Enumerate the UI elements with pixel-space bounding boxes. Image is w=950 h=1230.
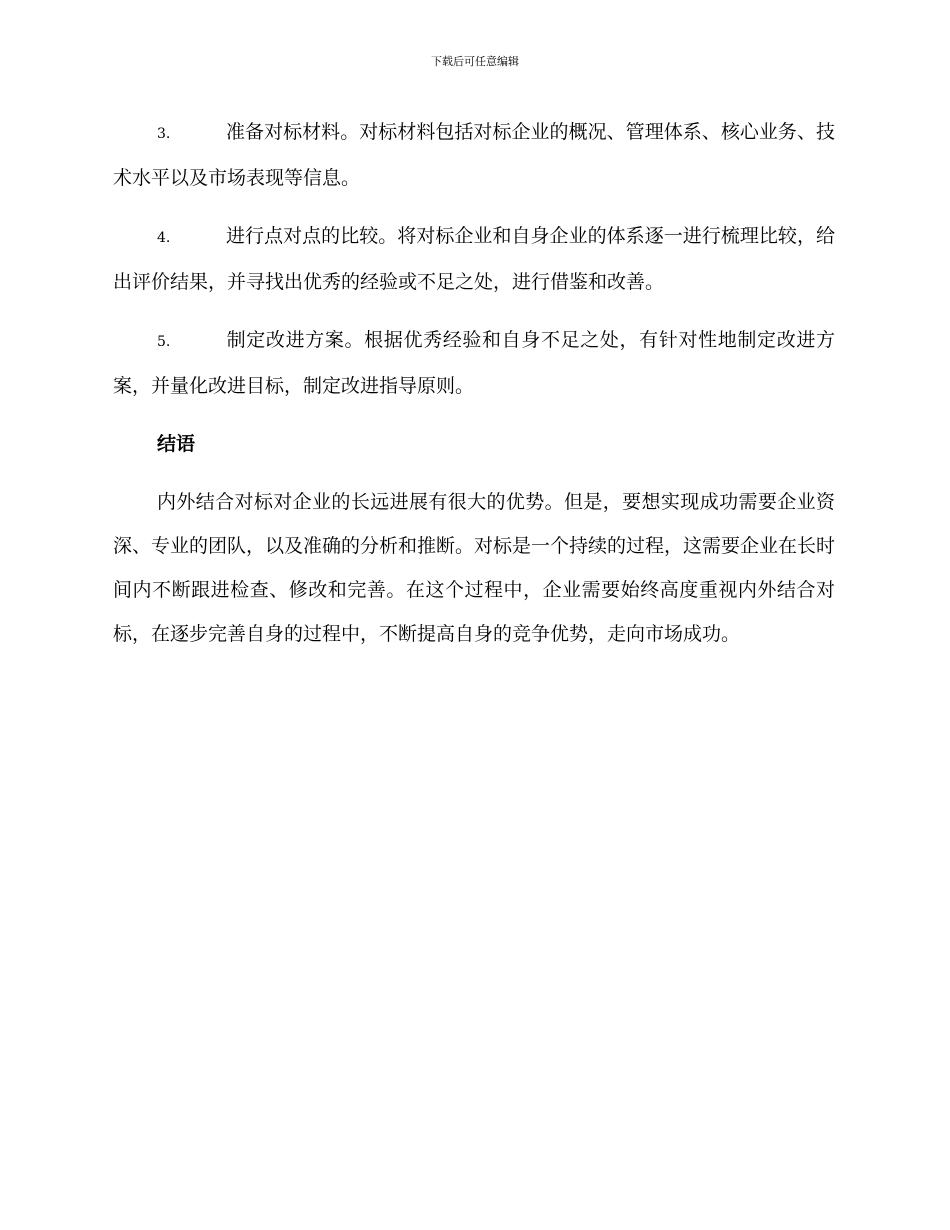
- list-item-4: [113, 214, 835, 304]
- list-text: 制定改进方案。根据优秀经验和自身不足之处，有针对性地制定改进方案，并量化改进目标，制定改进指导原则。: [113, 329, 835, 397]
- list-text: 准备对标材料。对标材料包括对标企业的概况、管理体系、核心业务、技术水平以及市场表现等信息。: [113, 121, 835, 189]
- list-item-3: [113, 110, 835, 200]
- list-text: 进行点对点的比较。将对标企业和自身企业的体系逐一进行梳理比较，给出评价结果，并寻找出优秀的经验或不足之处，进行借鉴和改善。: [113, 225, 835, 293]
- list-number: 3.: [157, 126, 171, 142]
- list-number: 5.: [157, 334, 171, 350]
- conclusion-heading: 结语: [157, 433, 196, 455]
- list-number: 4.: [157, 230, 171, 246]
- list-item-5: [113, 318, 835, 408]
- conclusion-paragraph: 内外结合对标对企业的长远进展有很大的优势。但是，要想实现成功需要企业资深、专业的团队，以及准确的分析和推断。对标是一个持续的过程，这需要企业在长时间内不断跟进检查、修改和完善。在这个过程中，企业需要始终高度重视内外结合对标，在逐步完善自身的过程中，不断提高自身的竞争优势，走向市场成功。: [113, 491, 836, 645]
- document-body: [113, 110, 835, 656]
- header-note: 下载后可任意编辑: [431, 55, 519, 68]
